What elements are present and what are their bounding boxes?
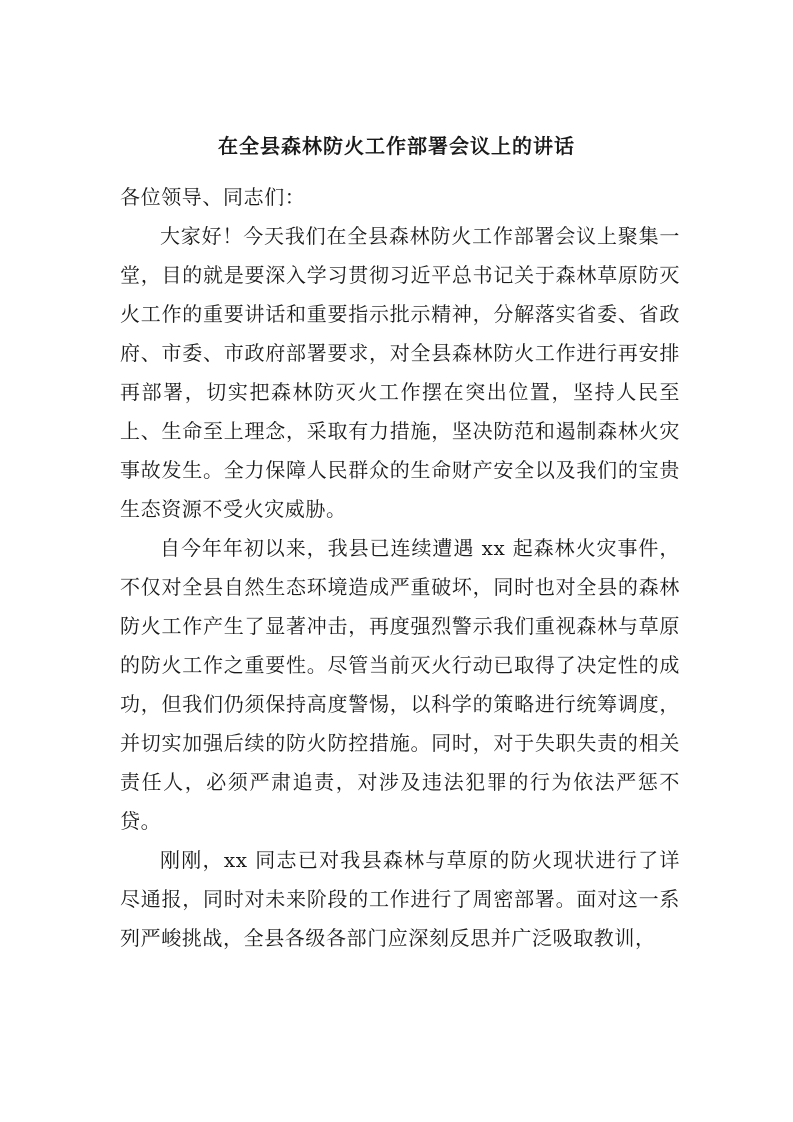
paragraph-1: 大家好！今天我们在全县森林防火工作部署会议上聚集一堂，目的就是要深入学习贯彻习近平总书记关于森林草原防灭火工作的重要讲话和重要指示批示精神，分解落实省委、省政府、市委、市政府部署要求，对全县森林防火工作进行再安排再部署，切实把森林防灭火工作摆在突出位置，坚持人民至上、生命至上理念，采取有力措施，坚决防范和遏制森林火灾事故发生。全力保障人民群众的生命财产安全以及我们的宝贵生态资源不受火灾威胁。 — [120, 224, 680, 521]
document-title: 在全县森林防火工作部署会议上的讲话 — [218, 134, 575, 158]
document-body — [120, 178, 680, 958]
paragraph-2: 自今年年初以来，我县已连续遭遇 xx 起森林火灾事件，不仅对全县自然生态环境造成严重破坏，同时也对全县的森林防火工作产生了显著冲击，再度强烈警示我们重视森林与草原的防火工作之重要性。尽管当前灭火行动已取得了决定性的成功，但我们仍须保持高度警惕，以科学的策略进行统筹调度，并切实加强后续的防火防控措施。同时，对于失职失责的相关责任人，必须严肃追责，对涉及违法犯罪的行为依法严惩不贷。 — [120, 536, 680, 833]
salutation: 各位领导、同志们： — [120, 185, 306, 209]
paragraph-3: 刚刚，xx 同志已对我县森林与草原的防火现状进行了详尽通报，同时对未来阶段的工作进行了周密部署。面对这一系列严峻挑战，全县各级各部门应深刻反思并广泛吸取教训， — [120, 848, 680, 950]
